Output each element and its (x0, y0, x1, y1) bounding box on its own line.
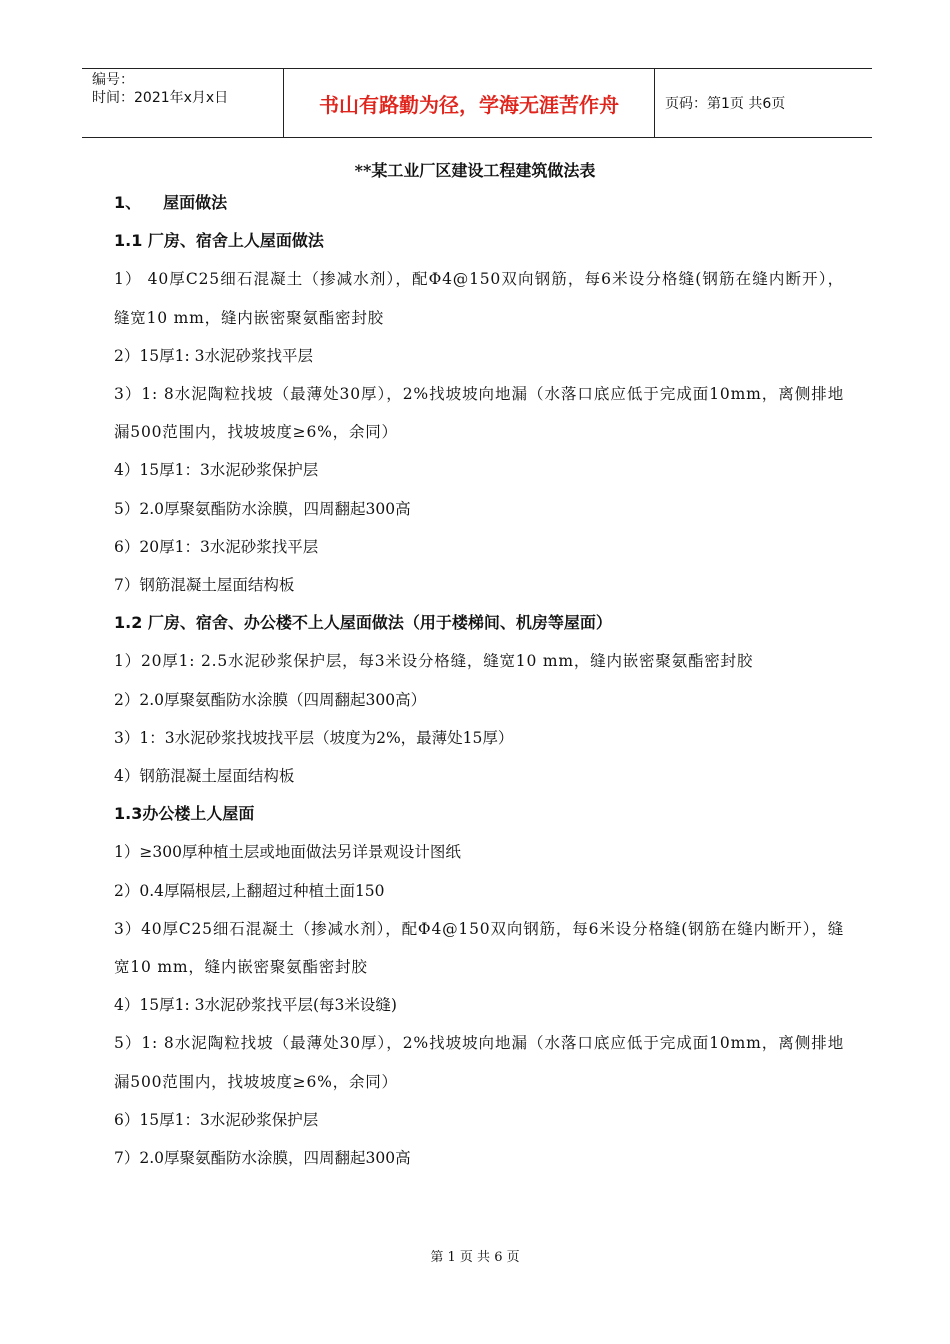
subsection-heading-1-3: 1.3办公楼上人屋面 (114, 804, 255, 824)
document-body (114, 184, 844, 1177)
list-item: 6）20厚1：3水泥砂浆找平层 (114, 537, 319, 556)
list-item: 6）15厚1：3水泥砂浆保护层 (114, 1110, 319, 1129)
header-motto: 书山有路勤为径，学海无涯苦作舟 (284, 69, 655, 137)
page-footer: 第 1 页 共 6 页 (430, 1250, 520, 1265)
list-item: 3）1: 8水泥陶粒找坡（最薄处30厚），2%找坡坡向地漏（水落口底应低于完成面10mm，离侧排地漏500范围内，找坡坡度≥6%，余同） (114, 385, 844, 442)
list-item: 3）40厚C25细石混凝土（掺减水剂），配Φ4@150双向钢筋，每6米设分格缝(钢筋在缝内断开），缝宽10 mm，缝内嵌密聚氨酯密封胶 (114, 919, 844, 977)
list-item: 5）1: 8水泥陶粒找坡（最薄处30厚），2%找坡坡向地漏（水落口底应低于完成面10mm，离侧排地漏500范围内，找坡坡度≥6%，余同） (114, 1034, 844, 1091)
subsection-heading-1-2: 1.2 厂房、宿舍、办公楼不上人屋面做法（用于楼梯间、机房等屋面） (114, 613, 612, 633)
list-item: 2）2.0厚聚氨酯防水涂膜（四周翻起300高） (114, 690, 427, 709)
section-heading-1 (114, 184, 844, 222)
list-item: 3）1：3水泥砂浆找坡找平层（坡度为2%，最薄处15厚） (114, 728, 514, 747)
list-item: 4）钢筋混凝土屋面结构板 (114, 767, 295, 786)
list-item: 4）15厚1: 3水泥砂浆找平层(每3米设缝) (114, 996, 397, 1015)
list-item: 2）15厚1: 3水泥砂浆找平层 (114, 346, 313, 365)
document-time-label: 时间：2021年x月x日 (92, 90, 229, 106)
list-item: 4）15厚1：3水泥砂浆保护层 (114, 461, 319, 480)
list-item: 7）2.0厚聚氨酯防水涂膜，四周翻起300高 (114, 1149, 411, 1168)
list-item: 1）≥300厚种植土层或地面做法另详景观设计图纸 (114, 843, 461, 862)
section-number: 1、 (114, 193, 142, 212)
list-item: 5）2.0厚聚氨酯防水涂膜，四周翻起300高 (114, 499, 411, 518)
list-item: 2）0.4厚隔根层,上翻超过种植土面150 (114, 881, 385, 900)
header-page-label: 页码：第1页 共6页 (665, 96, 786, 112)
document-number-label: 编号： (92, 72, 134, 88)
section-title: 屋面做法 (163, 193, 228, 212)
list-item: 1）20厚1: 2.5水泥砂浆保护层，每3米设分格缝，缝宽10 mm，缝内嵌密聚氨酯密封胶 (114, 652, 754, 671)
list-item: 7）钢筋混凝土屋面结构板 (114, 576, 295, 595)
header-table (82, 68, 872, 138)
document-title: **某工业厂区建设工程建筑做法表 (354, 161, 596, 180)
list-item: 1） 40厚C25细石混凝土（掺减水剂），配Φ4@150双向钢筋，每6米设分格缝(钢筋在缝内断开），缝宽10 mm，缝内嵌密聚氨酯密封胶 (114, 270, 844, 327)
subsection-heading-1-1: 1.1 厂房、宿舍上人屋面做法 (114, 231, 324, 251)
header-info-cell (82, 69, 284, 137)
